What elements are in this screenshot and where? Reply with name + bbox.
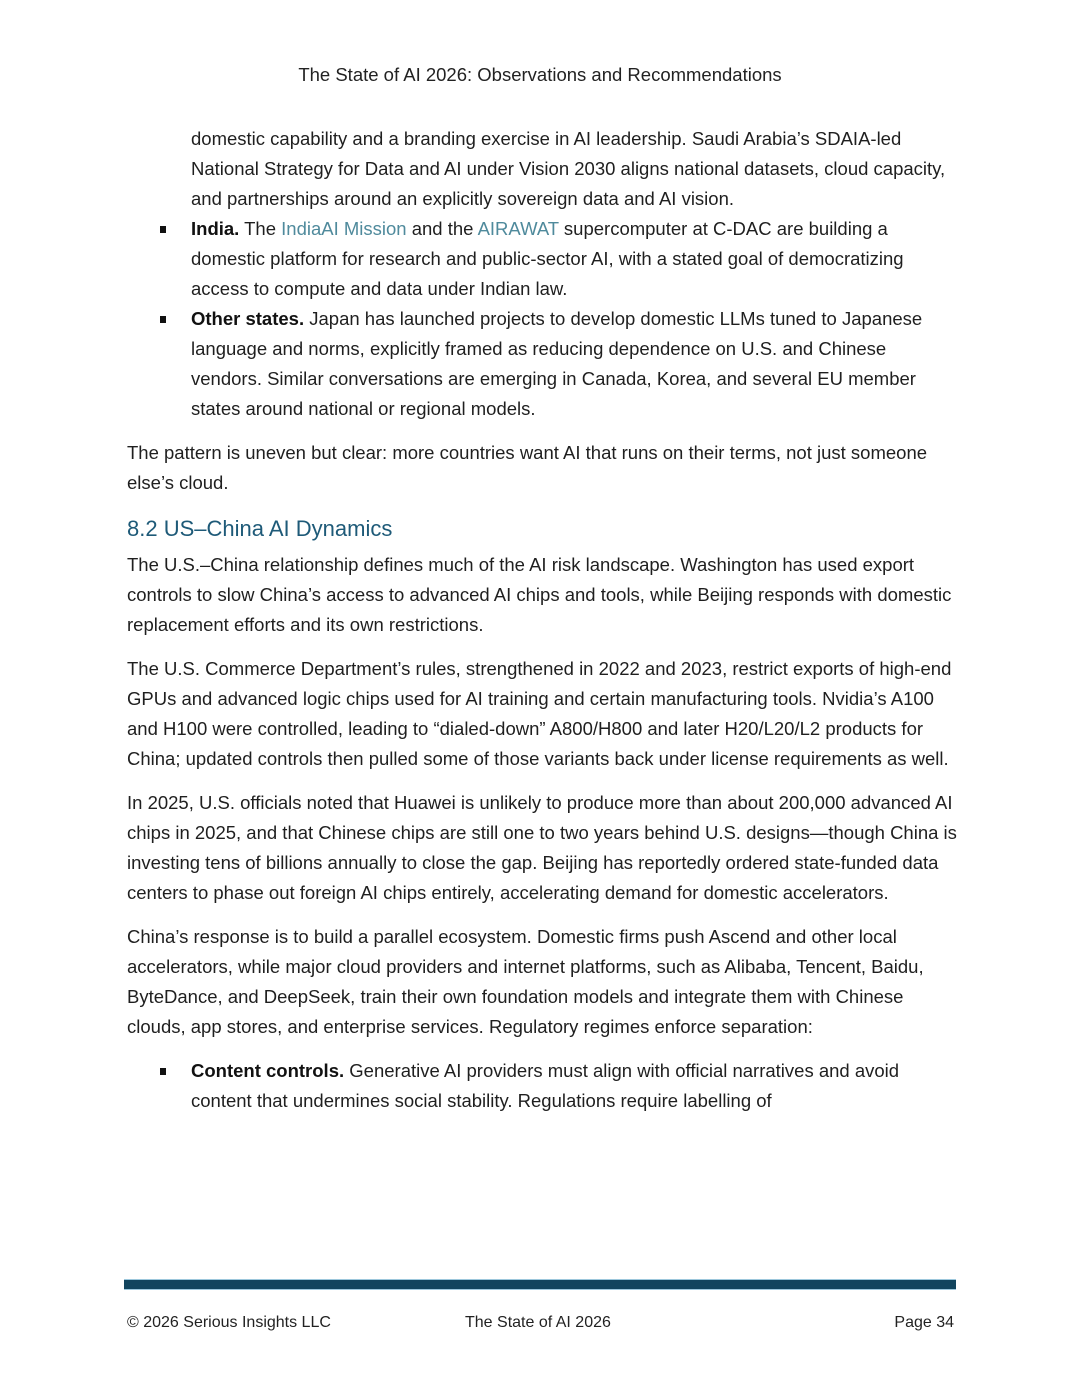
footer-page-number: Page 34 [894,1314,954,1331]
square-bullet-icon [160,1068,166,1075]
indiaai-mission-link[interactable]: IndiaAI Mission [281,218,407,239]
footer-copyright: © 2026 Serious Insights LLC [127,1314,331,1331]
paragraph: In 2025, U.S. officials noted that Huawei is unlikely to produce more than about 200,000 advanced AI chips in 2025, and that Chinese chips are still one to two years behind U.S. designs—though China is investing tens of billions annually to close the gap. Beijing has reportedly ordered state-funded data centers to phase out foreign AI chips entirely, accelerating demand for domestic accelerators. [127,792,957,903]
paragraph: The U.S.–China relationship defines much of the AI risk landscape. Washington has used export controls to slow China’s access to advanced AI chips and tools, while Beijing responds with domestic replacement efforts and its own restrictions. [127,554,952,635]
paragraph: The U.S. Commerce Department’s rules, strengthened in 2022 and 2023, restrict exports of high-end GPUs and advanced logic chips used for AI training and certain manufacturing tools. Nvidia’s A100 and H100 were controlled, leading to “dialed-down” A800/H800 and later H20/L20/L2 products for China; updated controls then pulled some of those variants back under license requirements as well. [127,658,952,769]
bullet-content-controls: Content controls. Generative AI providers must align with official narratives and avoid content that undermines social stability. Regulations require labelling of [127,1056,957,1116]
running-header: The State of AI 2026: Observations and Recommendations [298,64,782,85]
square-bullet-icon [160,226,166,233]
footer-doc-title: The State of AI 2026 [465,1314,611,1331]
paragraph: China’s response is to build a parallel ecosystem. Domestic firms push Ascend and other local accelerators, while major cloud providers and internet platforms, such as Alibaba, Tencent, Baidu, ByteDance, and DeepSeek, train their own foundation models and integrate them with Chinese clouds, app stores, and enterprise services. Regulatory regimes enforce separation: [127,926,924,1037]
page-body [127,124,957,1116]
square-bullet-icon [160,316,166,323]
section-heading: 8.2 US–China AI Dynamics [127,516,393,541]
bullet-label: Other states. [191,308,305,329]
continued-bullet-text: domestic capability and a branding exercise in AI leadership. Saudi Arabia’s SDAIA-led National Strategy for Data and AI under Vision 2030 aligns national datasets, cloud capacity, and partnerships around an explicitly sovereign data and AI vision. [191,128,946,209]
bullet-label: Content controls. [191,1060,345,1081]
pattern-paragraph: The pattern is uneven but clear: more countries want AI that runs on their terms, not just someone else’s cloud. [127,442,928,493]
bullet-india: India. The IndiaAI Mission and the AIRAWAT supercomputer at C-DAC are building a domestic platform for research and public-sector AI, with a stated goal of democratizing access to compute and data under Indian law. [127,214,957,304]
airawat-link[interactable]: AIRAWAT [477,218,559,239]
bullet-other-states: Other states. Japan has launched projects to develop domestic LLMs tuned to Japanese language and norms, explicitly framed as reducing dependence on U.S. and Chinese vendors. Similar conversations are emerging in Canada, Korea, and several EU member states around national or regional models. [127,304,957,424]
footer-divider-bar [124,1279,956,1290]
bullet-label: India. [191,218,240,239]
